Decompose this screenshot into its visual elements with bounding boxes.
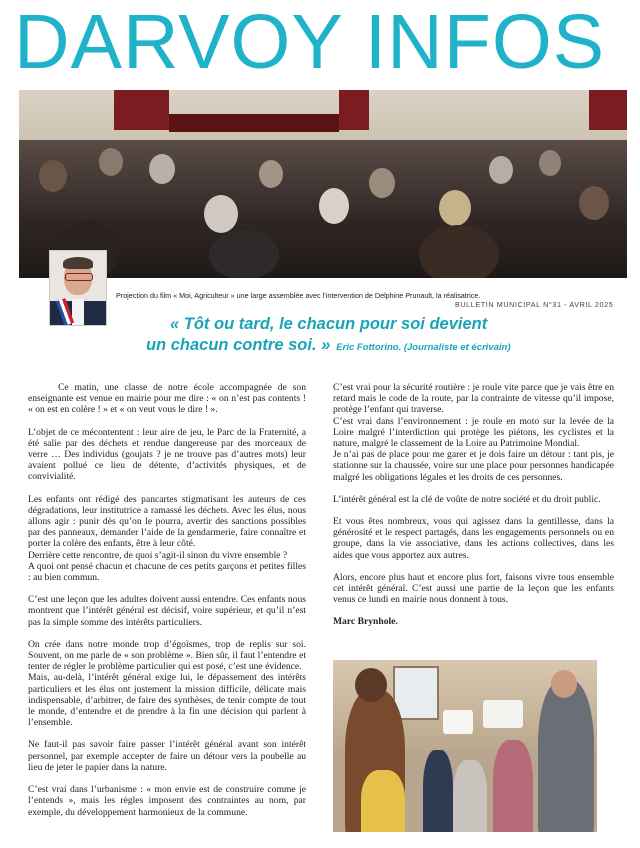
article-paragraph: C’est une leçon que les adultes doivent aussi entendre. Ces enfants nous montrent que l’intérêt général est décisif, voire supérieur, et qu’il n’est pas la simple somme des intérêts particuliers. xyxy=(28,594,306,628)
article-right-column xyxy=(333,382,614,639)
article-left-column xyxy=(28,382,306,829)
quote-author: Eric Fottorino. (Journaliste et écrivain) xyxy=(336,342,511,353)
article-paragraph: Derrière cette rencontre, de quoi s’agit-il sinon du vivre ensemble ? xyxy=(28,549,288,561)
mayor-portrait xyxy=(49,250,107,326)
article-paragraph: Je n’ai pas de place pour me garer et je dois faire un détour : tant pis, je stationne sur la chaussée, voire sur une place pour personnes handicapée malgré les obligations légales et les droits de ces personnes. xyxy=(333,449,614,483)
article-paragraph: On crée dans notre monde trop d’égoïsmes, trop de replis sur soi. Souvent, on me parle de « son problème ». Bien sûr, il faut l’entendre et tenter de régler le problème particulier qui est posé, c’est une évidence. xyxy=(28,638,306,673)
article-paragraph: Ne faut-il pas savoir faire passer l’intérêt général avant son intérêt personnel, par exemple accepter de faire un détour vers la poubelle au lieu de jeter le papier dans la nature. xyxy=(28,739,306,773)
article-paragraph: A quoi ont pensé chacun et chacune de ces petits garçons et petites filles : au bien commun. xyxy=(28,560,306,584)
article-paragraph: C’est vrai dans l’environnement : je roule en moto sur la levée de la Loire malgré l’interdiction qui protège les piétons, les cyclistes et la nature, malgré le classement de la Loire au Patrimoine Mondial. xyxy=(333,415,614,450)
article-paragraph: Ce matin, une classe de notre école accompagnée de son enseignante est venue en mairie pour me dire : « on n’est pas contents ! « on est en colère ! » et « on veut vous le dire ! ». xyxy=(28,382,306,416)
article-paragraph: L’objet de ce mécontentent : leur aire de jeu, le Parc de la Fraternité, a été salie par des déchets et rendue dangereuse par des morceaux de verre … Des individus (goujats ? je ne trouve pas d’autres mots) leur avaient pollué ce lieu de détente, d’activités physiques, et de convivialité. xyxy=(28,426,306,483)
quote-line-2 xyxy=(146,335,511,358)
bulletin-label: BULLETIN MUNICIPAL N°31 - AVRIL 2025 xyxy=(455,300,614,309)
article-paragraph: L’intérêt général est la clé de voûte de notre société et du droit public. xyxy=(333,493,601,505)
article-paragraph: Et vous êtes nombreux, vous qui agissez dans la gentillesse, dans la générosité et le respect partagés, dans les engagements personnels ou en groupe, dans la vie associative, dans les actions collectives, dans les aides que vous apportez aux autres. xyxy=(333,516,614,561)
hero-caption: Projection du film « Moi, Agriculteur » une large assemblée avec l’intervention de Delphine Prunault, la réalisatrice. xyxy=(116,291,481,300)
quote-line-2-text: un chacun contre soi. » xyxy=(146,336,331,354)
hero-photo xyxy=(19,90,627,278)
masthead-title: DARVOY INFOS xyxy=(14,0,606,85)
article-signature: Marc Brynhole. xyxy=(333,616,398,628)
article-paragraph: Mais, au-delà, l’intérêt général exige lui, le dépassement des intérêts particuliers et les élus ont justement la mission difficile, délicate mais indispensable, d’arbitrer, de faire des synthèses, de tenir compte de tout le monde, d’entendre et de prendre à la fin une décision qui parlent à l’ensemble. xyxy=(28,672,306,729)
article-paragraph: C’est vrai dans l’urbanisme : « mon envie est de construire comme je l’entends », mais les règles imposent des contraintes au nom, par exemple, du développement harmonieux de la commune. xyxy=(28,784,306,818)
article-paragraph: Alors, encore plus haut et encore plus fort, faisons vivre tous ensemble cet intérêt général. C’est aussi une partie de la leçon que les enfants venus ce lundi en mairie nous donnent à tous. xyxy=(333,571,614,606)
classroom-photo xyxy=(333,660,597,832)
article-paragraph: Les enfants ont rédigé des pancartes stigmatisant les auteurs de ces dégradations, leur institutrice a ramassé les déchets. Avec les élus, nous allons agir : punir dès qu’on le pourra, avertir des sanctions possibles par des panneaux, demander l’aide de la gendarmerie, faire connaître et porter la colère des enfants, être à leur côté. xyxy=(28,493,306,550)
article-paragraph: C’est vrai pour la sécurité routière : je roule vite parce que je vais être en retard mais le code de la route, par la contrainte de vitesse qu’il impose, protège l’enfant qui traverse. xyxy=(333,382,614,416)
quote-line-1: « Tôt ou tard, le chacun pour soi devient xyxy=(170,315,488,333)
